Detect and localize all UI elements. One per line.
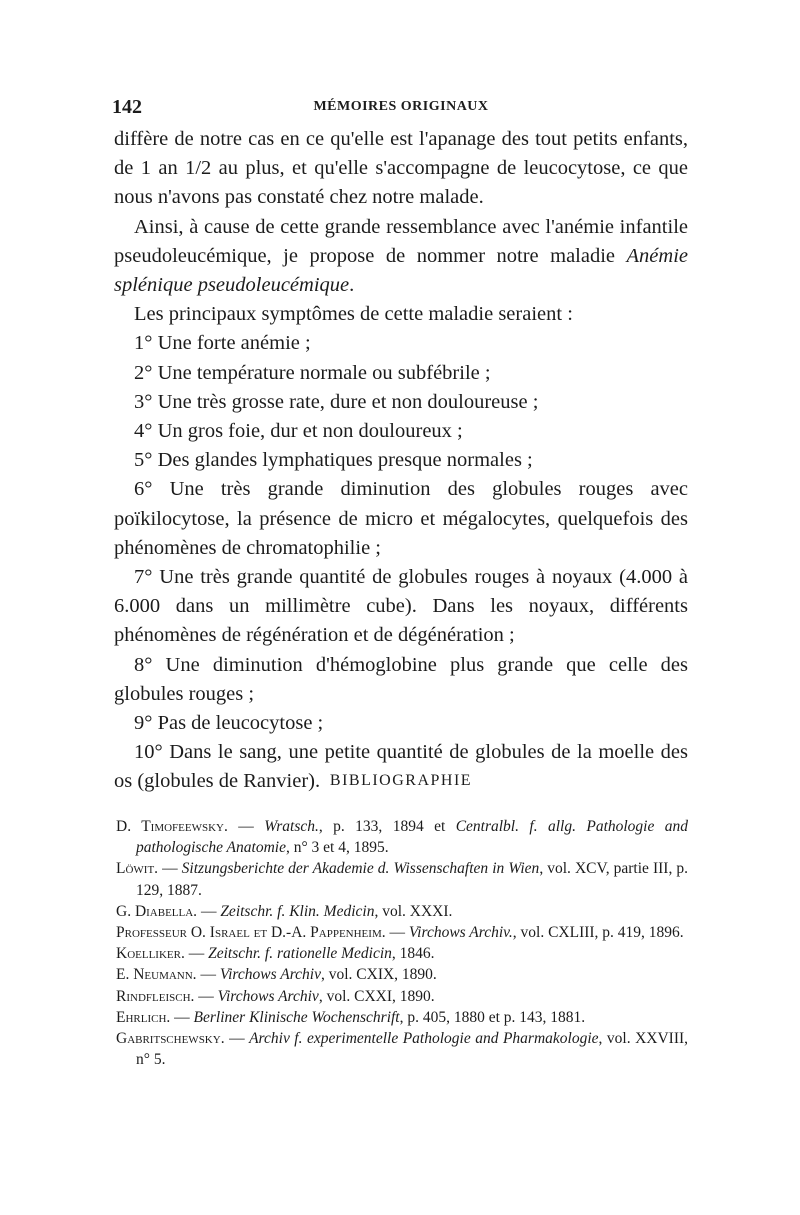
paragraph: diffère de notre cas en ce qu'elle est l'apanage des tout petits enfants, de 1 an 1/2 au plus, et qu'elle s'accompagne de leucocytose, ce que nous n'avons pas constaté chez notre malade.: [114, 128, 688, 209]
symptom-item: 10° Dans le sang, une petite quantité de globules de la moelle des os (globules de Ranvier).: [114, 741, 688, 793]
paragraph-text: .: [349, 274, 355, 297]
bibliography-entry: [116, 986, 688, 1007]
bibliography-details: , p. 405, 1880 et p. 143, 1881.: [399, 1008, 586, 1026]
bibliography-details: —: [224, 1030, 250, 1048]
symptom-item: 8° Une diminution d'hémoglobine plus grande que celle des globules rouges ;: [114, 653, 688, 705]
bibliography-details: —: [158, 860, 182, 878]
bibliography-author: Professeur O. Israel et D.-A. Pappenheim.: [116, 924, 386, 942]
symptom-item: 1° Une forte anémie ;: [134, 332, 311, 355]
bibliography-details: , vol. CXIX, 1890.: [320, 966, 437, 984]
page-header: [112, 96, 690, 120]
symptom-item: 3° Une très grosse rate, dure et non douloureuse ;: [134, 390, 539, 413]
bibliography-author: Koelliker.: [116, 945, 185, 963]
bibliography-list: [116, 816, 688, 1070]
bibliography-title: BIBLIOGRAPHIE: [329, 772, 473, 789]
bibliography-author: D. Timofeewsky.: [116, 818, 228, 835]
bibliography-entry: [116, 1028, 688, 1070]
bibliography-entry: [116, 943, 688, 964]
bibliography-source-title: Wratsch.: [264, 818, 319, 835]
bibliography-details: —: [170, 1008, 194, 1026]
bibliography-entry: [116, 816, 688, 858]
bibliography-details: , vol. CXLIII, p. 419, 1896.: [512, 924, 684, 942]
body-text: [114, 125, 688, 797]
bibliography-details: —: [385, 924, 409, 942]
bibliography-source-title: Archiv f. experimentelle Pathologie and Pharmakologie: [249, 1030, 599, 1048]
bibliography-details: —: [194, 987, 218, 1005]
disease-name-emphasis: Anémie splénique pseudoleucémique: [114, 244, 688, 297]
bibliography-details: , vol. XXXI.: [374, 902, 453, 920]
bibliography-source-title: Sitzungsberichte der Akademie d. Wissenschaften in Wien: [181, 860, 540, 878]
bibliography-details: —: [196, 966, 220, 984]
bibliography-source-title: Virchows Archiv: [217, 987, 319, 1005]
bibliography-entry: [116, 1007, 688, 1028]
bibliography-source-title: Virchows Archiv: [219, 966, 321, 984]
symptom-item: 9° Pas de leucocytose ;: [134, 712, 324, 735]
bibliography-entry: [116, 964, 688, 985]
bibliography-author: Gabritschewsky.: [116, 1030, 225, 1048]
paragraph: [114, 213, 688, 301]
bibliography-source-title: Zeitschr. f. Klin. Medicin: [220, 902, 375, 920]
bibliography-source-title: Virchows Archiv.: [408, 924, 513, 942]
paragraph-text: Ainsi, à cause de cette grande ressemblance avec l'anémie infantile pseudoleucémique, je propose de nommer notre maladie: [114, 215, 688, 267]
bibliography-source-title: Zeitschr. f. rationelle Medicin: [208, 945, 392, 963]
bibliography-details: , vol. CXXI, 1890.: [318, 987, 435, 1005]
bibliography-author: Rindfleisch.: [116, 987, 195, 1005]
symptom-item: 4° Un gros foie, dur et non douloureux ;: [134, 420, 463, 443]
bibliography-entry: [116, 901, 688, 922]
paragraph: Les principaux symptômes de cette maladie seraient :: [134, 303, 573, 326]
page-number: 142: [112, 96, 142, 118]
bibliography-details: , p. 133, 1894 et: [318, 818, 456, 835]
bibliography-details: —: [184, 945, 209, 963]
bibliography-details: —: [197, 902, 221, 920]
bibliography-details: , 1846.: [391, 945, 435, 963]
bibliography-author: Ehrlich.: [116, 1008, 171, 1026]
bibliography-source-title: Centralbl. f. allg. Pathologie and pathologische Anatomie: [136, 818, 689, 857]
running-title: MÉMOIRES ORIGINAUX: [313, 99, 489, 114]
symptom-item: 6° Une très grande diminution des globules rouges avec poïkilocytose, la présence de micro et mégalocytes, quelquefois des phénomènes de chromatophilie ;: [114, 478, 688, 559]
bibliography-details: , vol. XCV, partie III, p. 129, 1887.: [136, 860, 688, 899]
bibliography-source-title: Berliner Klinische Wochenschrift: [193, 1008, 400, 1026]
bibliography-details: —: [227, 818, 265, 835]
bibliography-details: , vol. XXVIII, n° 5.: [136, 1030, 689, 1069]
bibliography-entry: [116, 858, 688, 900]
bibliography-entry: [116, 922, 688, 943]
bibliography-author: E. Neumann.: [116, 966, 197, 984]
symptom-item: 5° Des glandes lymphatiques presque normales ;: [134, 449, 533, 472]
bibliography-details: , n° 3 et 4, 1895.: [285, 839, 389, 857]
bibliography-author: Löwit.: [116, 860, 159, 878]
symptom-item: 2° Une température normale ou subfébrile ;: [134, 361, 491, 384]
symptom-item: 7° Une très grande quantité de globules rouges à noyaux (4.000 à 6.000 dans un millimètre cube). Dans les noyaux, différents phénomènes de régénération et de dégénération ;: [114, 566, 688, 647]
bibliography-author: G. Diabella.: [116, 902, 198, 920]
